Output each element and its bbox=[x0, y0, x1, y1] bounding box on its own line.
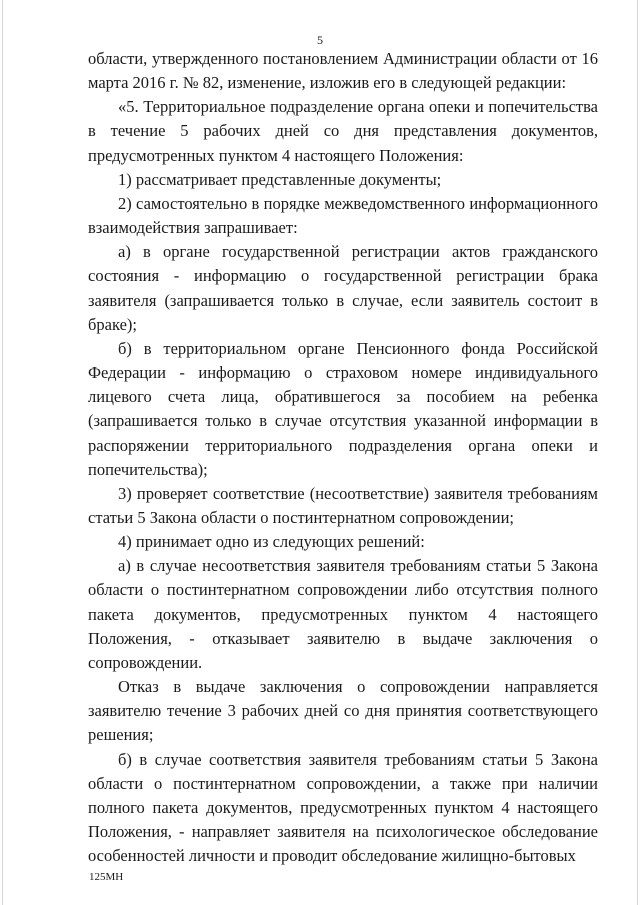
paragraph: «5. Территориальное подразделение органа опеки и попечительства в течение 5 рабочих дней со дня представления документов, предусмотренных пунктом 4 настоящего Положения: bbox=[88, 97, 598, 165]
document-code: 125МН bbox=[89, 871, 124, 883]
paragraph: Отказ в выдаче заключения о сопровождении направляется заявителю течение 3 рабочих дней со дня принятия соответствующего решения; bbox=[88, 677, 598, 745]
paragraph: а) в случае несоответствия заявителя требованиям статьи 5 Закона области о постинтернатном сопровождении либо отсутствия полного пакета документов, предусмотренных пунктом 4 настоящего Положения, - отказывает заявителю в выдаче заключения о сопровождении. bbox=[88, 556, 598, 672]
document-body bbox=[88, 47, 598, 868]
page-number: 5 bbox=[317, 33, 323, 47]
scan-edge-right bbox=[637, 0, 638, 905]
paragraph: а) в органе государственной регистрации актов гражданского состояния - информацию о государственной регистрации брака заявителя (запрашивается только в случае, если заявитель состоит в браке); bbox=[88, 242, 598, 334]
paragraph: области, утвержденного постановлением Администрации области от 16 марта 2016 г. № 82, изменение, изложив его в следующей редакции: bbox=[88, 49, 598, 93]
paragraph: 2) самостоятельно в порядке межведомственного информационного взаимодействия запрашивает: bbox=[88, 193, 598, 238]
scan-edge-left bbox=[2, 0, 3, 905]
paragraph: 1) рассматривает представленные документы; bbox=[118, 169, 442, 189]
paragraph: 3) проверяет соответствие (несоответствие) заявителя требованиям статьи 5 Закона области о постинтернатном сопровождении; bbox=[88, 483, 598, 527]
paragraph: 4) принимает одно из следующих решений: bbox=[118, 532, 425, 552]
paragraph: б) в случае соответствия заявителя требованиям статьи 5 Закона области о постинтернатном сопровождении, а также при наличии полного пакета документов, предусмотренных пунктом 4 настоящего Положения, - направляет заявителя на психологическое обследование особенностей личности и проводит обследование жилищно-бытовых bbox=[88, 749, 598, 866]
paragraph: б) в территориальном органе Пенсионного фонда Российской Федерации - информацию о страховом номере индивидуального лицевого счета лица, обратившегося за пособием на ребенка (запрашивается только в случае отсутствия указанной информации в распоряжении территориального подразделения органа опеки и попечительства); bbox=[88, 338, 598, 479]
